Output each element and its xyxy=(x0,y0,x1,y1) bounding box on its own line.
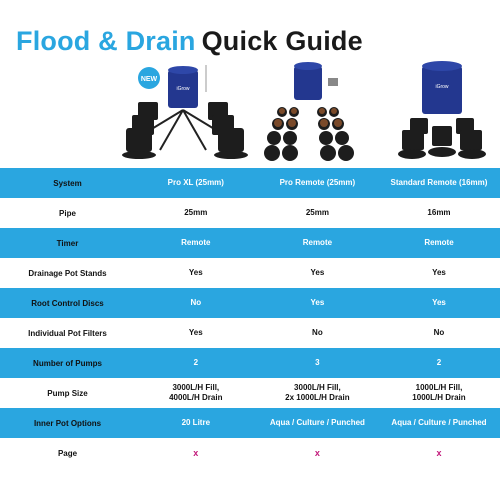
pipe-legs xyxy=(150,110,216,150)
row-label: Timer xyxy=(56,238,79,248)
page-link[interactable]: x xyxy=(193,448,199,458)
table-cell: 25mm xyxy=(305,208,329,217)
table-row-number-of-pumps xyxy=(0,348,500,378)
reservoir-shape xyxy=(294,66,322,100)
row-label: Pump Size xyxy=(47,388,88,398)
table-cell: Pro Remote (25mm) xyxy=(279,178,356,187)
pro-xl-illustration xyxy=(120,60,250,168)
table-row-timer xyxy=(0,228,500,258)
row-label: Page xyxy=(57,448,78,458)
brand-mark-text: iGrow xyxy=(176,86,190,92)
table-cell: Remote xyxy=(181,238,211,247)
table-cell: Pro XL (25mm) xyxy=(167,178,224,187)
comparison-table xyxy=(0,168,500,468)
row-label: Drainage Pot Stands xyxy=(28,268,107,278)
row-label: Root Control Discs xyxy=(31,298,104,308)
table-cell: Yes xyxy=(432,298,446,307)
row-label: Number of Pumps xyxy=(33,358,102,368)
row-label: System xyxy=(53,178,82,188)
table-cell: No xyxy=(190,298,202,307)
table-cell: No xyxy=(433,328,445,337)
page-link[interactable]: x xyxy=(314,448,320,458)
table-cell: 3000L/H Fill, 2x 1000L/H Drain xyxy=(285,383,350,402)
row-label: Pipe xyxy=(59,208,76,218)
title-part-1: Flood & Drain xyxy=(16,26,196,56)
table-cell: Yes xyxy=(310,298,325,307)
table-cell: Yes xyxy=(188,328,203,337)
row-label: Inner Pot Options xyxy=(33,418,102,428)
table-row-pipe xyxy=(0,198,500,228)
title-part-2: Quick Guide xyxy=(201,26,363,56)
table-cell: No xyxy=(312,328,323,337)
reservoir-top xyxy=(294,62,322,70)
table-row-inner-pot-options xyxy=(0,408,500,438)
table-row-individual-pot-filters xyxy=(0,318,500,348)
product-pro-remote-image xyxy=(262,60,362,168)
table-cell: Yes xyxy=(310,268,325,277)
table-cell: Remote xyxy=(424,238,454,247)
product-standard-remote-image xyxy=(392,60,492,168)
table-cell: 3000L/H Fill, 4000L/H Drain xyxy=(169,383,223,402)
page-title xyxy=(16,24,363,58)
table-cell: 16mm xyxy=(427,208,451,217)
product-pro-xl-image xyxy=(120,60,250,168)
pro-remote-illustration xyxy=(262,60,362,168)
table-cell: Yes xyxy=(188,268,203,277)
table-cell: Aqua / Culture / Punched xyxy=(391,418,487,427)
product-images xyxy=(0,60,500,168)
brand-mark-text: iGrow xyxy=(435,84,449,90)
table-cell: Remote xyxy=(302,238,333,247)
new-badge-text: NEW xyxy=(140,76,158,83)
reservoir-shape xyxy=(422,66,462,114)
page-link[interactable]: x xyxy=(436,448,442,458)
table-cell: 2 xyxy=(436,358,442,367)
table-cell: Yes xyxy=(432,268,446,277)
table-cell: 1000L/H Fill, 1000L/H Drain xyxy=(412,383,466,402)
table-cell: 3 xyxy=(315,358,320,367)
table-row-drainage-pot-stands xyxy=(0,258,500,288)
table-row-page xyxy=(0,438,500,468)
table-cell: 25mm xyxy=(184,208,208,217)
table-row-system xyxy=(0,168,500,198)
table-cell: Aqua / Culture / Punched xyxy=(269,418,365,427)
table-cell: 20 Litre xyxy=(181,418,211,427)
table-row-pump-size xyxy=(0,378,500,408)
row-label: Individual Pot Filters xyxy=(28,328,107,338)
standard-remote-illustration xyxy=(392,60,492,168)
reservoir-top xyxy=(422,61,462,71)
table-cell: 2 xyxy=(193,358,199,367)
table-row-root-control-discs xyxy=(0,288,500,318)
reservoir-top xyxy=(168,66,198,74)
table-cell: Standard Remote (16mm) xyxy=(390,178,488,187)
control-box xyxy=(328,78,338,86)
